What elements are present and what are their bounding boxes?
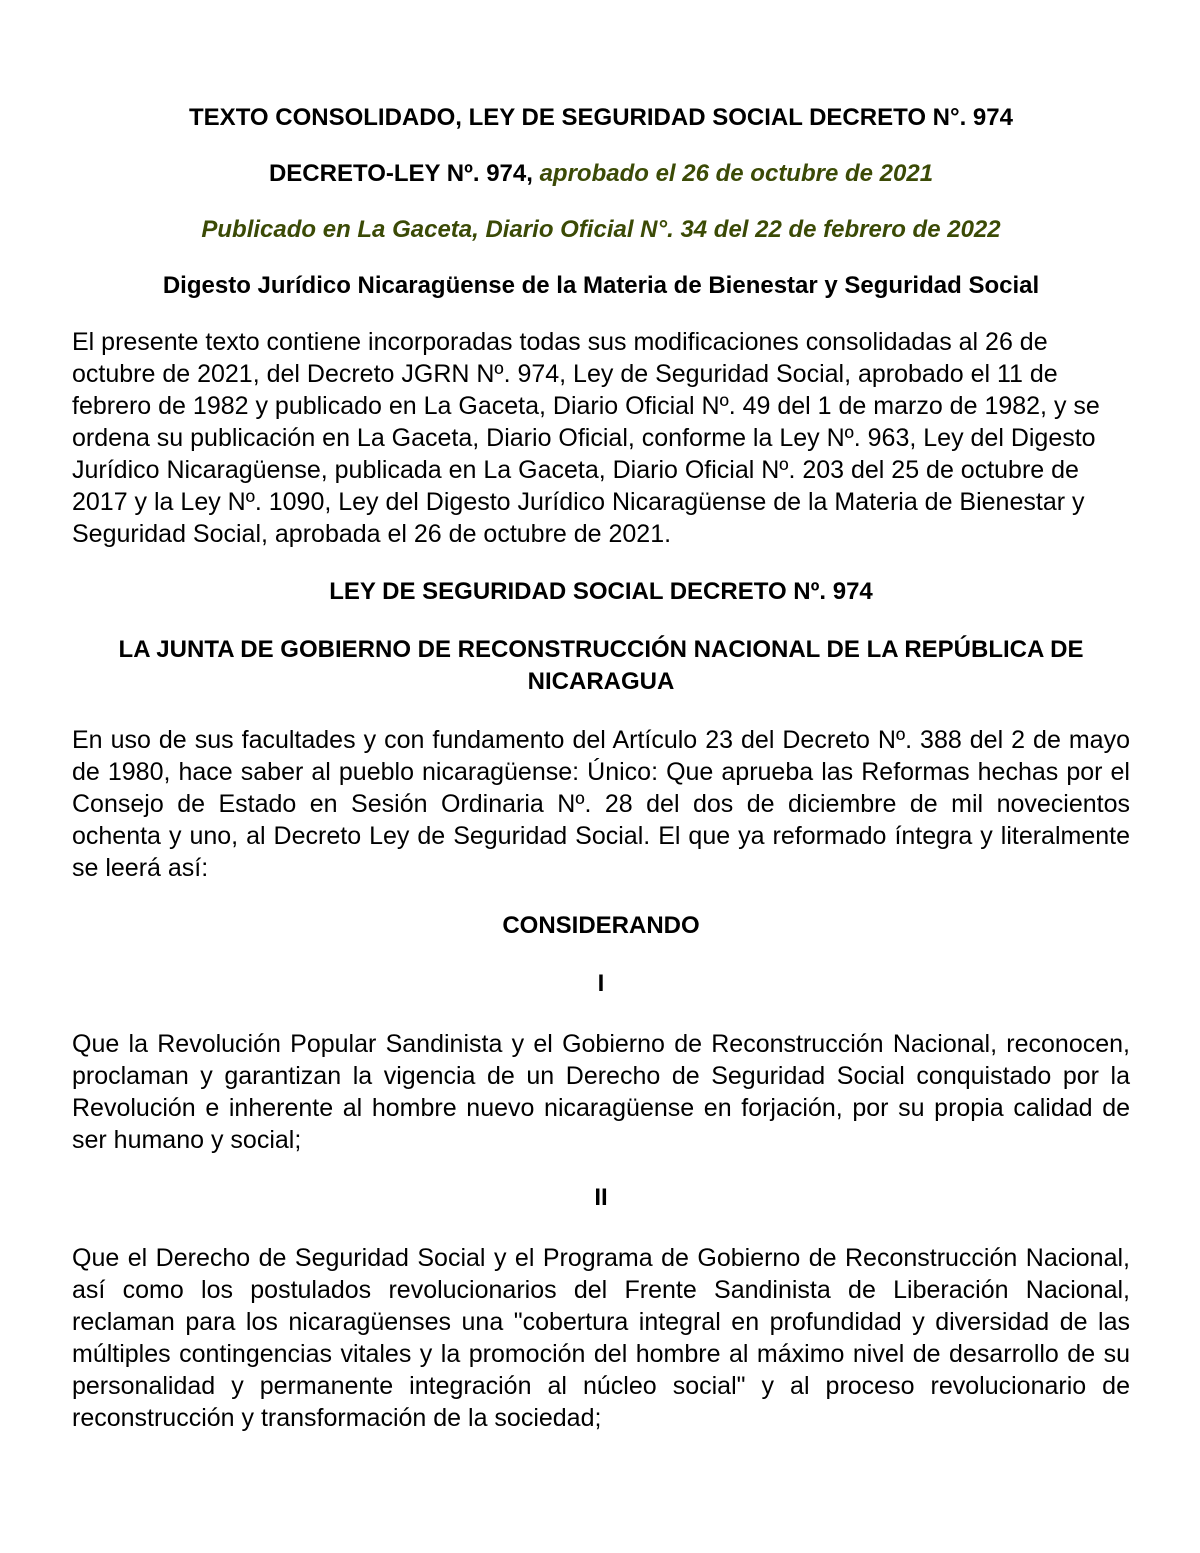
decree-prefix: DECRETO-LEY Nº. 974,	[268, 160, 533, 187]
intro-paragraph: El presente texto contiene incorporadas todas sus modificaciones consolidadas al 26 de octubre de 2021, del Decreto JGRN Nº. 974, Ley de Seguridad Social, aprobado el 11 de febrero de 1982 y publicado en La Gaceta, Diario Oficial Nº. 49 del 1 de marzo de 1982, y se ordena su publicación en La Gaceta, Diario Oficial, conforme la Ley Nº. 963, Ley del Digesto Jurídico Nicaragüense, publicada en La Gaceta, Diario Oficial Nº. 203 del 25 de octubre de 2017 y la Ley Nº. 1090, Ley del Digesto Jurídico Nicaragüense de la Materia de Bienestar y Seguridad Social, aprobada el 26 de octubre de 2021.	[72, 328, 1100, 548]
publication-line: Publicado en La Gaceta, Diario Oficial N°. 34 del 22 de febrero de 2022	[201, 216, 1001, 243]
considerando-paragraph-2: Que el Derecho de Seguridad Social y el Programa de Gobierno de Reconstrucción Nacional, así como los postulados revolucionarios del Frente Sandinista de Liberación Nacional, reclaman para los nicaragüenses una "cobertura integral en profundidad y diversidad de las múltiples contingencias vitales y la promoción del hombre al máximo nivel de desarrollo de su personalidad y permanente integración al núcleo social" y al proceso revolucionario de reconstrucción y transformación de la sociedad;	[72, 1244, 1130, 1432]
document-page	[72, 98, 1130, 1460]
considerando-numeral-1: I	[597, 970, 605, 997]
considerando-heading: CONSIDERANDO	[502, 912, 700, 939]
law-title: LEY DE SEGURIDAD SOCIAL DECRETO Nº. 974	[329, 578, 873, 605]
decree-approved-date: aprobado el 26 de octubre de 2021	[539, 160, 934, 187]
document-title: TEXTO CONSOLIDADO, LEY DE SEGURIDAD SOCIAL DECRETO N°. 974	[189, 104, 1013, 131]
digest-title: Digesto Jurídico Nicaragüense de la Materia de Bienestar y Seguridad Social	[162, 272, 1040, 299]
considerando-paragraph-1: Que la Revolución Popular Sandinista y el Gobierno de Reconstrucción Nacional, reconocen, proclaman y garantizan la vigencia de un Derecho de Seguridad Social conquistado por la Revolución e inherente al hombre nuevo nicaragüense en forjación, por su propia calidad de ser humano y social;	[72, 1030, 1130, 1154]
junta-title: LA JUNTA DE GOBIERNO DE RECONSTRUCCIÓN NACIONAL DE LA REPÚBLICA DE NICARAGUA	[118, 636, 1084, 695]
decree-line	[72, 158, 1130, 190]
preamble-paragraph: En uso de sus facultades y con fundamento del Artículo 23 del Decreto Nº. 388 del 2 de mayo de 1980, hace saber al pueblo nicaragüense: Único: Que aprueba las Reformas hechas por el Consejo de Estado en Sesión Ordinaria Nº. 28 del dos de diciembre de mil novecientos ochenta y uno, al Decreto Ley de Seguridad Social. El que ya reformado íntegra y literalmente se leerá así:	[72, 726, 1130, 882]
considerando-numeral-2: II	[594, 1184, 608, 1211]
